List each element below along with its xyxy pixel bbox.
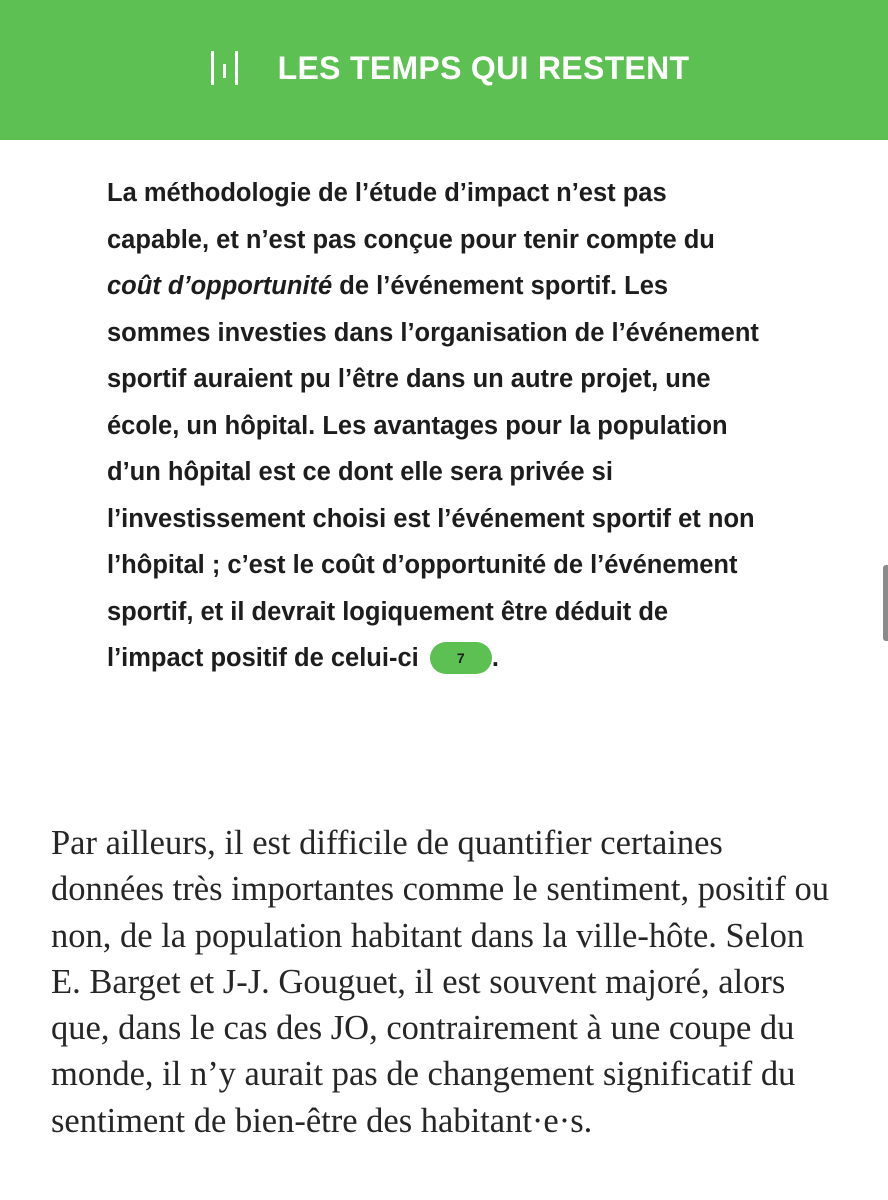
header-brand[interactable]	[211, 50, 690, 87]
quote-end: .	[491, 644, 499, 672]
scrollbar-handle[interactable]	[883, 565, 888, 641]
block-quote	[107, 170, 767, 682]
quote-text-part1: La méthodologie de l’étude d’impact n’est pas capable, et n’est pas conçue pour tenir compte du	[107, 179, 715, 254]
article-body	[51, 820, 841, 1144]
quote-text	[107, 170, 767, 682]
quote-emphasis: coût d’opportunité	[107, 272, 333, 300]
site-header	[0, 0, 888, 140]
site-title[interactable]: LES TEMPS QUI RESTENT	[277, 49, 690, 86]
quote-text-part2: de l’événement sportif. Les sommes investies dans l’organisation de l’événement sportif auraient pu l’être dans un autre projet, une école, un hôpital. Les avantages pour la population d’un hôpital est ce dont elle sera privée si l’investissement choisi est l’événement sportif et non l’hôpital ; c’est le coût d’opportunité de l’événement sportif, et il devrait logiquement être déduit de l’impact positif de celui-ci	[107, 272, 759, 672]
site-logo-icon[interactable]	[211, 51, 238, 85]
footnote-badge[interactable]: 7	[430, 642, 492, 674]
body-paragraph: Par ailleurs, il est difficile de quantifier certaines données très importantes comme le sentiment, positif ou non, de la population habitant dans la ville-hôte. Selon E. Barget et J-J. Gouguet, il est souvent majoré, alors que, dans le cas des JO, contrairement à une coupe du monde, il n’y aurait pas de changement significatif du sentiment de bien-être des habitant·e·s.	[51, 824, 830, 1140]
